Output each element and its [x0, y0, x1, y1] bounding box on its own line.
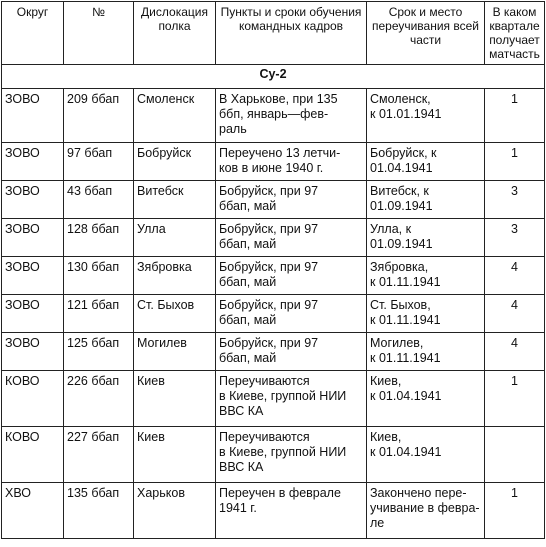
cell-quarter	[485, 427, 545, 483]
cell-training-points: Переучено 13 летчи- ков в июне 1940 г.	[216, 143, 367, 181]
cell-quarter: 4	[485, 257, 545, 295]
section-title: Су-2	[2, 65, 545, 89]
table-row	[2, 483, 545, 539]
cell-retraining-term: Витебск, к 01.09.1941	[367, 181, 485, 219]
table-row	[2, 181, 545, 219]
cell-okrug: ЗОВО	[2, 219, 64, 257]
header-training-points: Пункты и сроки обучения командных кадров	[216, 2, 367, 65]
cell-quarter: 4	[485, 333, 545, 371]
cell-training-points: Переучен в феврале 1941 г.	[216, 483, 367, 539]
cell-training-points: В Харькове, при 135 ббп, январь—фев- раль	[216, 89, 367, 143]
header-quarter: В каком квартале получает матчасть	[485, 2, 545, 65]
cell-number: 125 ббап	[64, 333, 134, 371]
cell-number: 121 ббап	[64, 295, 134, 333]
cell-training-points: Бобруйск, при 97 ббап, май	[216, 333, 367, 371]
cell-dislocation: Бобруйск	[134, 143, 216, 181]
cell-retraining-term: Ст. Быхов, к 01.11.1941	[367, 295, 485, 333]
cell-okrug: ЗОВО	[2, 89, 64, 143]
cell-quarter: 3	[485, 219, 545, 257]
cell-dislocation: Улла	[134, 219, 216, 257]
cell-training-points: Бобруйск, при 97 ббап, май	[216, 219, 367, 257]
cell-training-points: Бобруйск, при 97 ббап, май	[216, 295, 367, 333]
cell-training-points: Бобруйск, при 97 ббап, май	[216, 181, 367, 219]
cell-okrug: ЗОВО	[2, 257, 64, 295]
cell-dislocation: Ст. Быхов	[134, 295, 216, 333]
cell-number: 130 ббап	[64, 257, 134, 295]
cell-quarter: 1	[485, 483, 545, 539]
cell-retraining-term: Улла, к 01.09.1941	[367, 219, 485, 257]
regiments-table	[1, 1, 545, 539]
table-row	[2, 89, 545, 143]
cell-quarter: 1	[485, 89, 545, 143]
cell-okrug: ЗОВО	[2, 143, 64, 181]
header-row	[2, 2, 545, 65]
cell-dislocation: Зябровка	[134, 257, 216, 295]
cell-okrug: ЗОВО	[2, 295, 64, 333]
header-retraining-term: Срок и место переучивания всей части	[367, 2, 485, 65]
cell-retraining-term: Закончено пере- учивание в февра- ле	[367, 483, 485, 539]
table-row	[2, 257, 545, 295]
cell-training-points: Переучиваются в Киеве, группой НИИ ВВС КА	[216, 371, 367, 427]
cell-quarter: 1	[485, 143, 545, 181]
cell-dislocation: Киев	[134, 371, 216, 427]
cell-number: 209 ббап	[64, 89, 134, 143]
cell-dislocation: Киев	[134, 427, 216, 483]
header-okrug: Округ	[2, 2, 64, 65]
cell-dislocation: Харьков	[134, 483, 216, 539]
cell-number: 128 ббап	[64, 219, 134, 257]
section-row	[2, 65, 545, 89]
cell-dislocation: Смоленск	[134, 89, 216, 143]
table-row	[2, 219, 545, 257]
cell-number: 43 ббап	[64, 181, 134, 219]
cell-retraining-term: Киев, к 01.04.1941	[367, 371, 485, 427]
table-row	[2, 333, 545, 371]
cell-quarter: 1	[485, 371, 545, 427]
cell-number: 135 ббап	[64, 483, 134, 539]
cell-okrug: ЗОВО	[2, 333, 64, 371]
header-dislocation: Дислокация полка	[134, 2, 216, 65]
cell-retraining-term: Могилев, к 01.11.1941	[367, 333, 485, 371]
cell-okrug: КОВО	[2, 427, 64, 483]
cell-number: 226 ббап	[64, 371, 134, 427]
cell-number: 227 ббап	[64, 427, 134, 483]
cell-dislocation: Витебск	[134, 181, 216, 219]
cell-quarter: 4	[485, 295, 545, 333]
table-row	[2, 427, 545, 483]
table-row	[2, 371, 545, 427]
header-number: №	[64, 2, 134, 65]
cell-retraining-term: Бобруйск, к 01.04.1941	[367, 143, 485, 181]
cell-dislocation: Могилев	[134, 333, 216, 371]
cell-okrug: КОВО	[2, 371, 64, 427]
cell-retraining-term: Зябровка, к 01.11.1941	[367, 257, 485, 295]
cell-training-points: Бобруйск, при 97 ббап, май	[216, 257, 367, 295]
cell-number: 97 ббап	[64, 143, 134, 181]
cell-training-points: Переучиваются в Киеве, группой НИИ ВВС КА	[216, 427, 367, 483]
cell-okrug: ХВО	[2, 483, 64, 539]
cell-quarter: 3	[485, 181, 545, 219]
cell-retraining-term: Смоленск, к 01.01.1941	[367, 89, 485, 143]
cell-okrug: ЗОВО	[2, 181, 64, 219]
cell-retraining-term: Киев, к 01.04.1941	[367, 427, 485, 483]
table-row	[2, 295, 545, 333]
table-row	[2, 143, 545, 181]
